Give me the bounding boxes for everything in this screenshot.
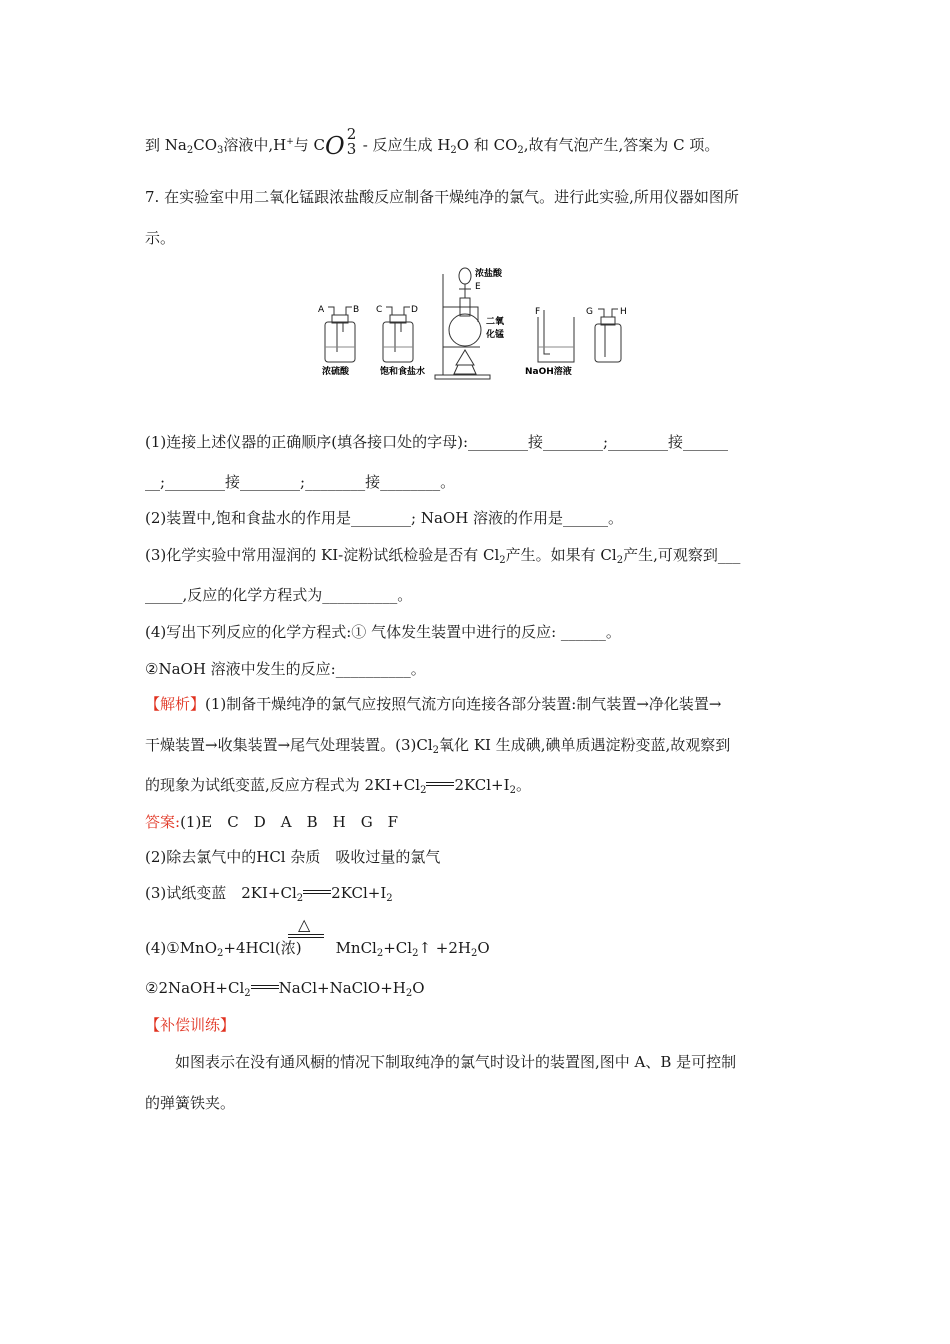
supplement-tag: 【补偿训练】 xyxy=(145,1016,236,1034)
answer-line3: (3)试纸变蓝 $2KI+Cl_2$ $2KCl+I_2$ xyxy=(145,884,393,904)
label-mno2-2: 化锰 xyxy=(486,330,505,340)
part-3-line2: _____,反应的化学方程式为__________。 xyxy=(145,586,413,604)
label-C: C xyxy=(376,305,383,315)
question-7-line2: 示。 xyxy=(145,229,176,247)
analysis-line2: 干燥装置→收集装置→尾气处理装置。$(3)Cl_2$氧化 KI 生成碘,碘单质遇淀粉变蓝,故观察到 xyxy=(145,736,731,756)
part-4-line2: ②NaOH 溶液中发生的反应:__________。 xyxy=(145,660,426,678)
part-1-line1: (1)连接上述仪器的正确顺序(填各接口处的字母):________接________;________接______ xyxy=(145,433,729,451)
intro-line: 到 $Na_2CO_3$溶液中,H+与 CO 2 3 - 反应生成 $H_2O$ 和 $CO_2$,故有气泡产生,答案为 C 项。 xyxy=(145,125,720,160)
apparatus-figure xyxy=(310,262,640,387)
label-E: E xyxy=(475,282,481,292)
label-mno2-1: 二氧 xyxy=(486,317,505,327)
answer-line1: 答案:(1)E C D A B H G F xyxy=(145,813,399,831)
part-1-line2: __;________接________;________接________。 xyxy=(145,473,456,491)
label-h2so4: 浓硫酸 xyxy=(322,367,350,377)
label-B: B xyxy=(353,305,360,315)
supplement-line2: 的弹簧铁夹。 xyxy=(145,1094,236,1112)
label-H: H xyxy=(620,307,627,317)
part-2: (2)装置中,饱和食盐水的作用是________; NaOH 溶液的作用是______。 xyxy=(145,509,624,527)
label-conc-hcl: 浓盐酸 xyxy=(475,269,503,279)
analysis-line1: 【解析】(1)制备干燥纯净的氯气应按照气流方向连接各部分装置:制气装置→净化装置→ xyxy=(145,695,722,713)
analysis-line3: 的现象为试纸变蓝,反应方程式为 $2KI+Cl_2$ $2KCl+I_2$。 xyxy=(145,776,531,796)
label-G: G xyxy=(586,307,593,317)
label-naoh: NaOH溶液 xyxy=(525,367,572,377)
answer-line5: $②2NaOH+Cl_2$ $NaCl+NaClO+H_2O$ xyxy=(145,979,425,999)
label-nacl: 饱和食盐水 xyxy=(380,367,426,377)
label-A: A xyxy=(318,305,325,315)
part-4-line1: (4)写出下列反应的化学方程式:① 气体发生装置中进行的反应: ______。 xyxy=(145,623,621,641)
answer-line4: (4)①MnO$_2$+4HCl(浓) $MnCl_2+Cl_2↑ +2H_2O$ xyxy=(145,939,490,959)
analysis-tag: 【解析】 xyxy=(145,695,206,713)
part-3-line1: (3)化学实验中常用湿润的 KI-淀粉试纸检验是否有 $Cl_2$产生。如果有 $Cl_2$产生,可观察到___ xyxy=(145,546,741,566)
heat-triangle: △ xyxy=(298,915,311,934)
label-D: D xyxy=(411,305,418,315)
answer-tag: 答案: xyxy=(145,813,181,831)
answer-line2: (2)除去氯气中的HCl 杂质 吸收过量的氯气 xyxy=(145,848,441,866)
label-F: F xyxy=(535,307,541,317)
supplement-line1: 如图表示在没有通风橱的情况下制取纯净的氯气时设计的装置图,图中 A、B 是可控制 xyxy=(175,1053,737,1071)
question-7-line1: 7. 在实验室中用二氧化锰跟浓盐酸反应制备干燥纯净的氯气。进行此实验,所用仪器如图所 xyxy=(145,188,739,206)
